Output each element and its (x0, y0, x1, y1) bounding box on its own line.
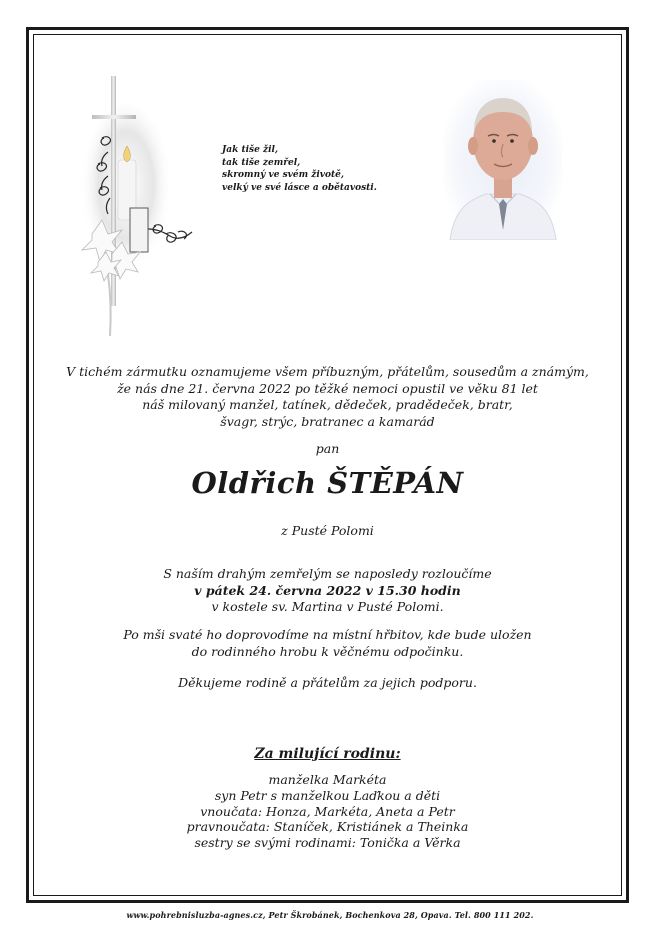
memorial-poem (222, 144, 377, 194)
poem-line: Jak tiše žil, (222, 145, 279, 155)
thanks-note: Děkujeme rodině a přátelům za jejich podporu. (178, 675, 477, 690)
cross-candle-lily-ornament (78, 74, 203, 344)
burial-line: Po mši svaté ho doprovodíme na místní hřbitov, kde bude uložen (123, 627, 532, 642)
funeral-service-footer: www.pohrebnisluzba-agnes.cz, Petr Škrobánek, Bochenkova 28, Opava. Tel. 800 111 202. (126, 910, 534, 920)
ceremony-location: v kostele sv. Martina v Pusté Polomi. (211, 599, 444, 614)
family-member: syn Petr s manželkou Laďkou a děti (214, 787, 441, 803)
deceased-name: Oldřich ŠTĚPÁN (191, 466, 464, 500)
poem-line: skromný ve svém životě, (222, 170, 345, 180)
poem-line: tak tiše zemřel, (222, 157, 301, 168)
family-member: manželka Markéta (268, 772, 387, 787)
family-heading: Za milující rodinu: (254, 746, 401, 762)
family-member: vnoučata: Honza, Markéta, Aneta a Petr (200, 803, 455, 819)
family-member: sestry se svými rodinami: Tonička a Věrka (194, 835, 461, 851)
announcement-line: švagr, strýc, bratranec a kamarád (220, 413, 435, 429)
portrait-photo (444, 80, 562, 240)
family-list (33, 772, 622, 851)
announcement-line: že nás dne 21. června 2022 po těžké nemoci opustil ve věku 81 let (117, 380, 538, 396)
announcement-line: náš milovaný manžel, tatínek, dědeček, pradědeček, bratr, (142, 397, 513, 412)
origin-place: z Pusté Polomi (281, 523, 374, 538)
burial-line: do rodinného hrobu k věčnému odpočinku. (191, 643, 464, 659)
ceremony-datetime: v pátek 24. června 2022 v 15.30 hodin (194, 582, 461, 598)
announcement-line: V tichém zármutku oznamujeme všem příbuzným, přátelům, sousedům a známým, (66, 364, 589, 379)
announcement (33, 364, 622, 430)
ceremony-line: S naším drahým zemřelým se naposledy rozloučíme (163, 566, 492, 581)
family-member: pravnoučata: Staníček, Kristiánek a Theinka (186, 819, 469, 835)
poem-line: velký ve své lásce a obětavosti. (222, 182, 377, 193)
burial-info (33, 627, 622, 660)
ceremony-info (33, 566, 622, 616)
salutation: pan (315, 441, 340, 456)
